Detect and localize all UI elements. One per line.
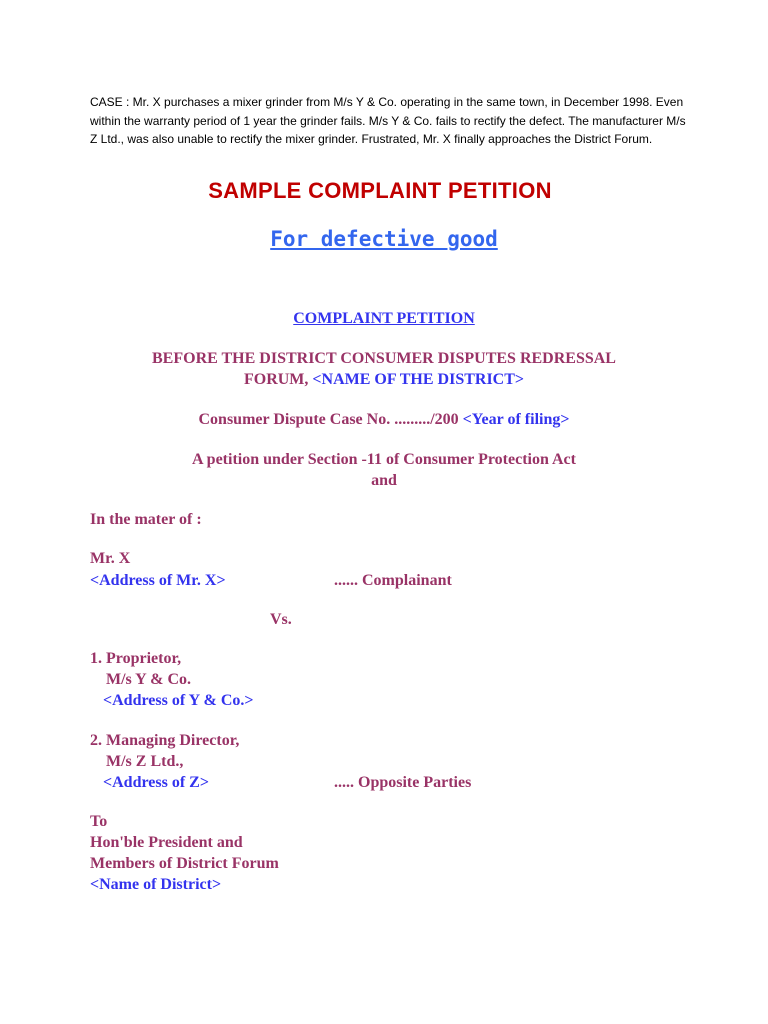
district-name-placeholder: <Name of District>	[90, 876, 222, 893]
document-title: SAMPLE COMPLAINT PETITION	[208, 178, 552, 203]
party2-name: M/s Z Ltd.,	[106, 753, 184, 770]
party2-role: ..... Opposite Parties	[334, 774, 472, 791]
forum-line-1: BEFORE THE DISTRICT CONSUMER DISPUTES REDRESSAL	[152, 350, 616, 367]
addressee-line-1: Hon'ble President and	[90, 834, 243, 851]
case-number-line	[0, 409, 768, 430]
petition-section-line: A petition under Section -11 of Consumer Protection Act	[192, 451, 576, 468]
document-subtitle: For defective good	[270, 227, 498, 251]
complainant-address: <Address of Mr. X>	[90, 572, 226, 589]
party1-address: <Address of Y & Co.>	[103, 692, 254, 709]
case-number-text: Consumer Dispute Case No. ........./200	[198, 411, 463, 428]
versus-label: Vs.	[270, 611, 292, 628]
complainant-role: ...... Complainant	[334, 572, 452, 589]
party2-title: 2. Managing Director,	[90, 732, 240, 749]
forum-prefix: FORUM,	[243, 371, 313, 388]
petition-heading: COMPLAINT PETITION	[293, 310, 475, 327]
district-placeholder: <NAME OF THE DISTRICT>	[312, 371, 525, 388]
matter-label: In the mater of :	[90, 511, 202, 528]
petition-and-line: and	[371, 472, 397, 489]
party1-name: M/s Y & Co.	[106, 671, 192, 688]
addressee-line-2: Members of District Forum	[90, 855, 279, 872]
complainant-name: Mr. X	[90, 550, 131, 567]
party1-title: 1. Proprietor,	[90, 650, 182, 667]
party2-address: <Address of Z>	[103, 774, 209, 791]
to-label: To	[90, 813, 108, 830]
forum-line-2	[0, 369, 768, 390]
case-description: CASE : Mr. X purchases a mixer grinder from M/s Y & Co. operating in the same town, in December 1998. Even within the warranty period of 1 year the grinder fails. M/s Y & Co. fails to rectify the defect. The manufacturer M/s Z Ltd., was also unable to rectify the mixer grinder. Frustrated, Mr. X finally approaches the District Forum.	[90, 95, 686, 146]
year-placeholder: <Year of filing>	[462, 411, 570, 428]
